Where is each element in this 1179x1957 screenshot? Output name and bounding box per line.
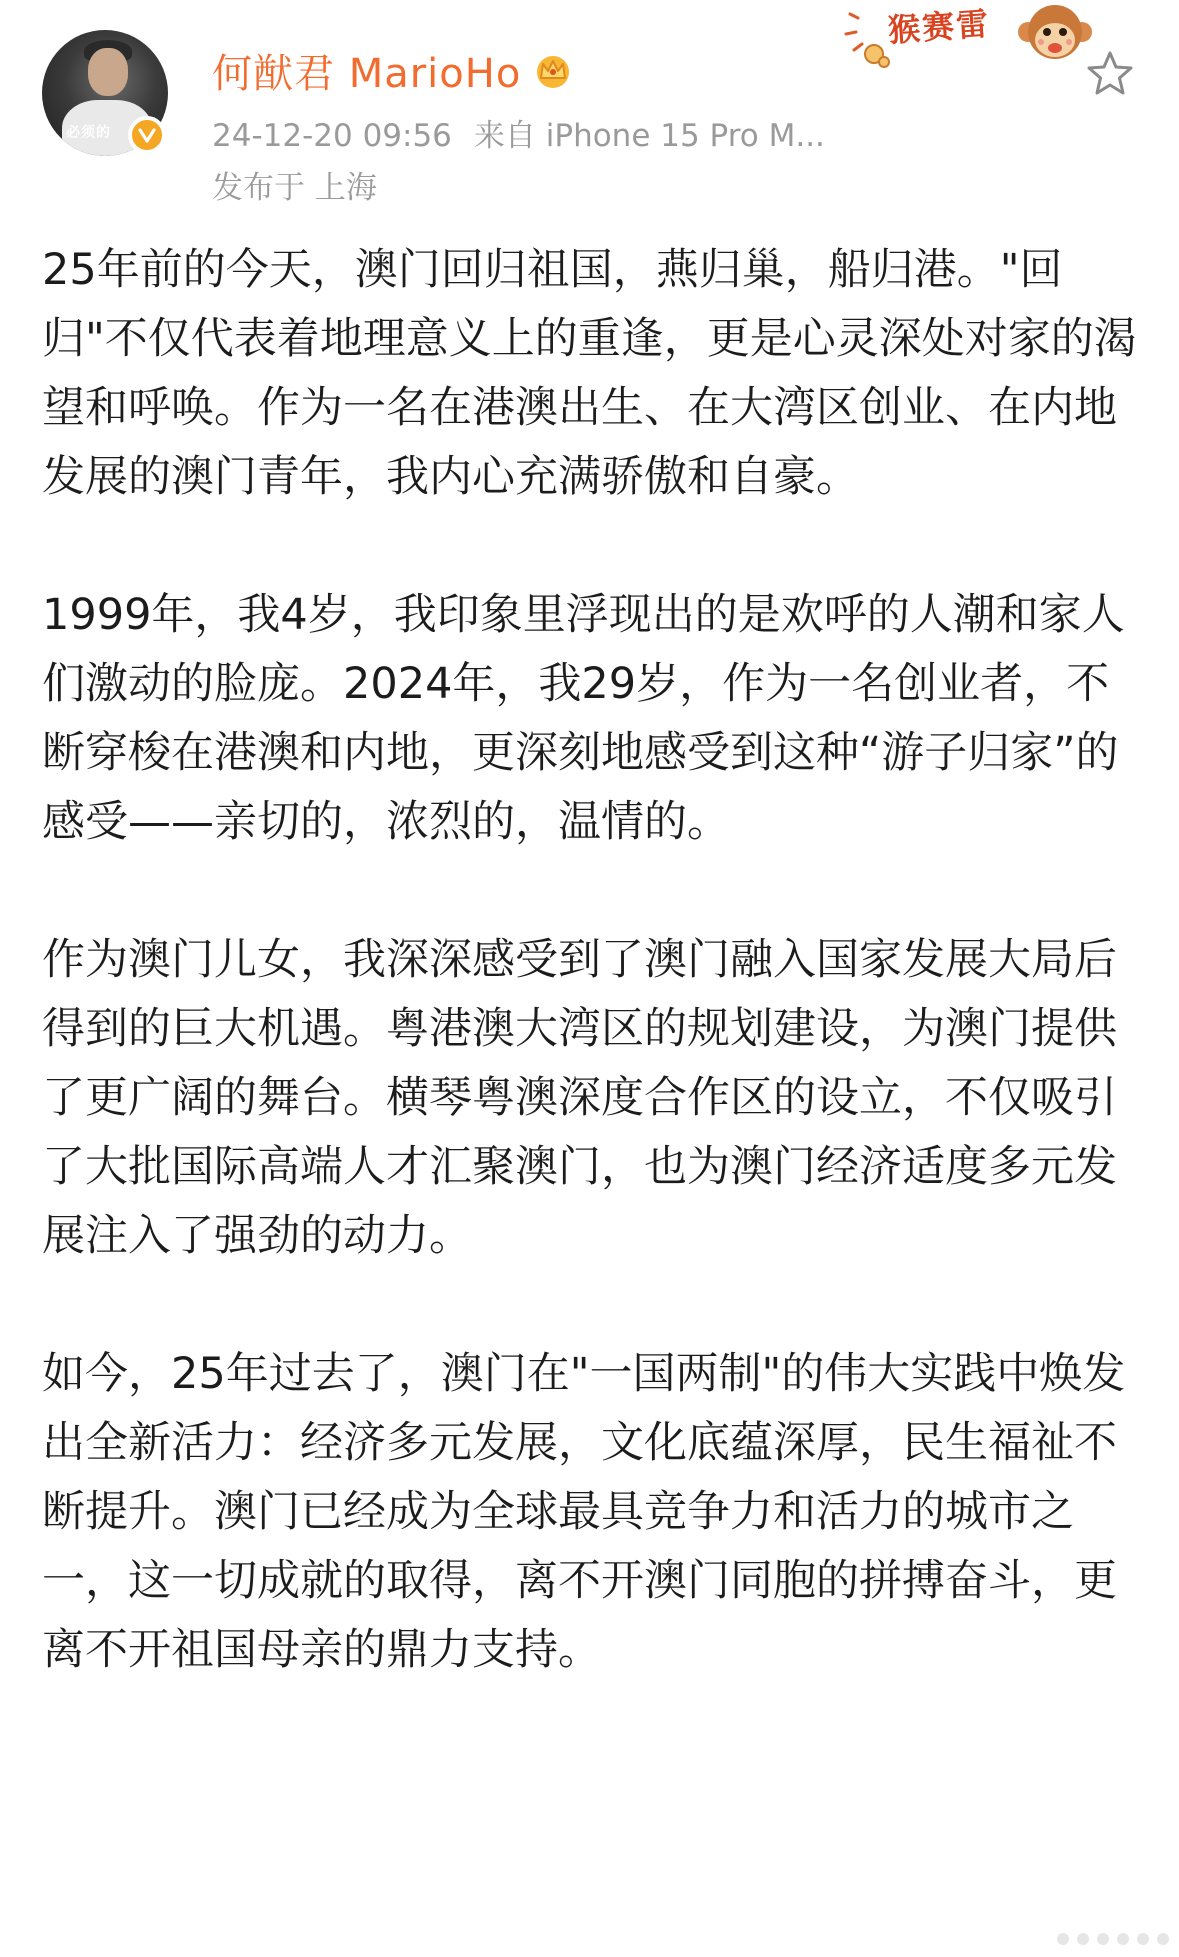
- post-paragraph: 25年前的今天，澳门回归祖国，燕归巢，船归港。"回归"不仅代表着地理意义上的重逢，更是心灵深处对家的渴望和呼唤。作为一名在港澳出生、在大湾区创业、在内地发展的澳门青年，我内心充满骄傲和自豪。: [42, 245, 1137, 502]
- monkey-icon: [1016, 0, 1094, 70]
- post-meta: [212, 110, 825, 155]
- post-paragraph: 如今，25年过去了，澳门在"一国两制"的伟大实践中焕发出全新活力：经济多元发展，文化底蕴深厚，民生福祉不断提升。澳门已经成为全球最具竞争力和活力的城市之一，这一切成就的取得，离不开澳门同胞的拼搏奋斗，更离不开祖国母亲的鼎力支持。: [42, 1349, 1126, 1675]
- sticker-text: 猴赛雷: [886, 4, 992, 50]
- author-avatar[interactable]: [42, 30, 168, 156]
- post-paragraph: 作为澳门儿女，我深深感受到了澳门融入国家发展大局后得到的巨大机遇。粤港澳大湾区的规划建设，为澳门提供了更广阔的舞台。横琴粤澳深度合作区的设立，不仅吸引了大批国际高端人才汇聚澳门，也为澳门经济适度多元发展注入了强劲的动力。: [42, 935, 1117, 1261]
- post-source[interactable]: 来自 iPhone 15 Pro M...: [473, 118, 825, 154]
- vip-crown-icon[interactable]: [531, 52, 575, 90]
- post-timestamp: 24-12-20 09:56: [212, 118, 452, 154]
- post-location: 发布于 上海: [212, 170, 377, 206]
- post-paragraph: 1999年，我4岁，我印象里浮现出的是欢呼的人潮和家人们激动的脸庞。2024年，我29岁，作为一名创业者，不断穿梭在港澳和内地，更深刻地感受到这种“游子归家”的感受——亲切的，浓烈的，温情的。: [42, 590, 1125, 847]
- author-name-row: [212, 42, 575, 99]
- verified-v-icon: [128, 116, 166, 154]
- post-body: [42, 236, 1142, 1754]
- post-header: [0, 0, 1179, 210]
- star-outline-icon[interactable]: [1084, 48, 1136, 100]
- monkey-sticker: [840, 0, 1100, 80]
- watermark-dots: [1053, 1927, 1173, 1951]
- avatar-caption: 必须的: [66, 125, 111, 141]
- author-name[interactable]: 何猷君 MarioHo: [212, 51, 522, 97]
